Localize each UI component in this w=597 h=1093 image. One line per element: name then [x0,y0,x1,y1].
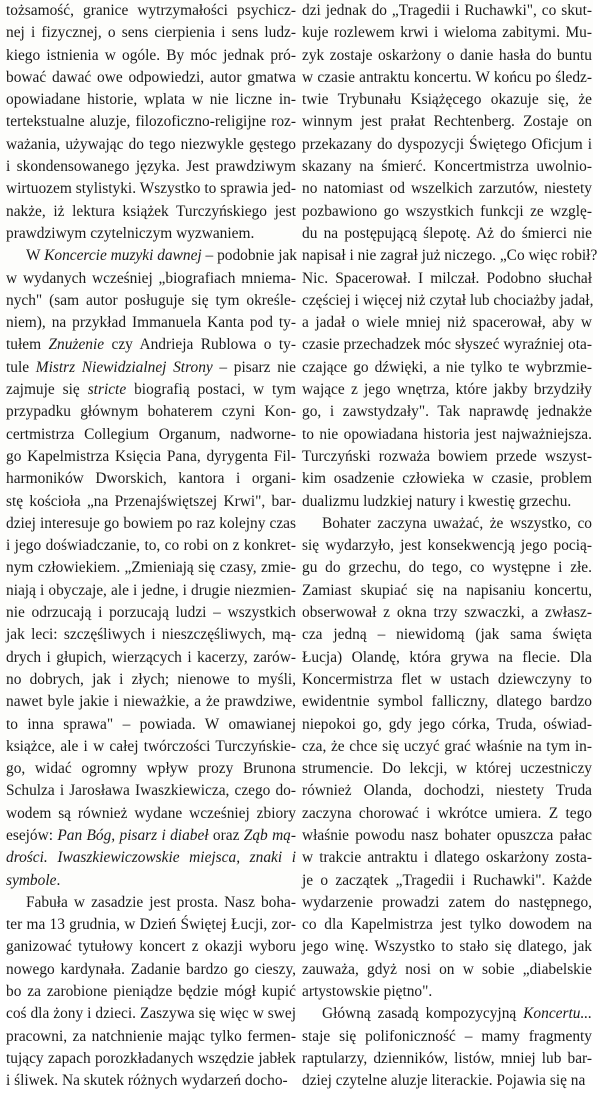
text-line: co dla Kapelmistrza jest tylko dowodem na [302,916,592,934]
text-line: w trakcie antraktu i dlatego oskarżony zosta- [302,849,592,867]
text-line: Fabuła w zasadzie jest prosta. Nasz boha- [26,893,296,911]
text-line: stę kościoła „na Przenajświętszej Krwi", bar- [6,492,296,510]
text-line: jak leci: szczęśliwych i nieszczęśliwych, mą- [6,626,296,644]
text-line: wydarzenie prowadzi zatem do następnego, [302,893,592,911]
text-line: coś dla żony i dzieci. Zaszywa się więc w swej [6,1005,296,1023]
text-line: dziej czytelne aluzje literackie. Pojawia się na [302,1072,586,1090]
paragraph [302,1003,592,1092]
text-line: twie Trybunału Książęcego okazuje się, że [302,91,592,109]
text-line: nakże, iż lektura książek Turczyńskiego jest [6,202,296,220]
text-line: raptularzy, dzienników, listów, mniej lub bar- [302,1049,592,1067]
text-line: właśnie powodu nasz bohater opuszcza pałac [302,826,592,844]
italic-title: Koncertu... [523,1005,592,1023]
text-line: przekazany do dyspozycji Świętego Oficjum i [302,135,592,153]
text-line: i skondensowanego języka. Jest prawdziwym [6,158,296,176]
italic-title: drości. Iwaszkiewiczowskie miejsca, znaki i [6,849,296,867]
text-line: tułem Znużenie czy Andrieja Rublowa o ty- [6,336,296,354]
text-line: Zamiast skupiać się na napisaniu koncertu, [302,581,592,599]
text-line: winnym jest prałat Rechtenberg. Zostaje on [302,113,592,131]
text-line: kuje rozlewem krwi i wieloma zabitymi. Mu- [302,24,592,42]
italic-title: Koncercie muzyki dawnej [44,247,202,265]
right-column [302,0,597,1090]
text-line: skazany na śmierć. Koncertmistrza uwolnio- [302,158,592,176]
paragraph [6,892,296,1093]
text-line: Bohater zaczyna uważać, że wszystko, co [322,514,592,532]
text-line: Główną zasadą kompozycyjną Koncertu... [322,1005,592,1023]
text-line: tule Mistrz Niewidzialnej Strony – pisarz nie [6,358,296,376]
text-line: jego winę. Wszystko to stało się dlatego, jak [302,938,592,956]
text-line: cza jedną – niewidomą (jak sama święta [302,626,592,644]
text-line: czające go dźwięki, a nie tylko te wybrzmie- [302,358,592,376]
text-line: przypadku głównym bohaterem czyni Kon- [6,403,296,421]
text-line: ganizować tytułowy koncert z okazji wyboru [6,938,296,956]
text-line: a jadał o wiele mniej niż spacerował, aby w [302,314,592,332]
text-line: cza, że chce się uczyć grać właśnie na tym in- [302,737,592,755]
text-line [6,847,296,869]
text-line: i jego doświadczanie, to, co robi on z konkret- [6,537,296,555]
text-line: drych i głupich, wierzących i kacerzy, zarów- [6,648,296,666]
text-line: artystowskie piętno". [302,983,433,1001]
text-line: zaczyna chorować i wkrótce umiera. Z tego [302,804,592,822]
italic-title: stricte [87,381,127,399]
text-line: niepokoi go, gdy jego córka, Truda, oświad- [302,715,592,733]
text-line: dziej interesuje go bowiem po raz kolejny czas [6,514,296,532]
text-line: wirtuozem stylistyki. Wszystko to sprawia jed- [6,180,296,198]
text-line: to nie opowiadana historia jest najważniejsza. [302,425,592,443]
text-line: esejów: Pan Bóg, pisarz i diabeł oraz Ząb mą- [6,826,296,844]
text-line: się wydarzyło, jest konsekwencją jego pocią- [302,537,592,555]
text-line: ważania, używając do tego niezwykle gęstego [6,135,296,153]
text-line: bować dawać owe odpowiedzi, autor gmatwa [6,68,296,86]
text-line: bo za zarobione pieniądze będzie mógł kupić [6,983,296,1001]
text-line: gu do grzechu, do tego, co występne i złe. [302,559,592,577]
text-line: W Koncercie muzyki dawnej – podobnie jak [26,247,298,265]
paragraph [302,513,592,1004]
text-line: tożsamość, granice wytrzymałości psychicz- [6,2,296,19]
text-line: nych" (sam autor posługuje się tym określe- [6,291,296,309]
text-line: nawet byle jakie i nieważkie, a że prawdziwe, [6,693,296,711]
paragraph [302,0,597,513]
text-line: ewidentnie symbol falliczny, dlatego bardzo [302,693,592,711]
text-line: pracowni, za natchnienie mając tylko fermen- [6,1027,296,1045]
text-line: obserwował z okna trzy szwaczki, a zwłasz- [302,604,592,622]
text-line: go, i zawstydzały". Tak naprawdę jednakże [302,403,592,421]
text-line: go, widać ogromny wpływ prozy Brunona [6,760,296,778]
text-line: wające z jego wnętrza, które jakby brzydziły [302,381,592,399]
text-line: również Olanda, dochodzi, niestety Truda [302,782,592,800]
text-line: certmistrza Collegium Organum, nadworne- [6,425,296,443]
text-line: go Kapelmistrza Księcia Pana, dyrygenta Fil- [6,447,296,465]
text-line: Turczyński rozważa bowiem przede wszyst- [302,447,592,465]
text-line: tujący zapach porozkładanych wszędzie jabłek [6,1049,296,1067]
text-line: to inna sprawa" – powiada. W omawianej [6,715,296,733]
text-line: wodem są również wydane wcześniej zbiory [6,804,296,822]
text-line: zauważa, gdyż nosi on w sobie „diabelskie [302,960,592,978]
text-line: nie odrzucają i porzucają ludzi – wszystkich [6,604,296,622]
text-line: pozbawiono go wszystkich funkcji ze wzglę- [302,202,592,220]
text-line: staje się polifoniczność – mamy fragmenty [302,1027,592,1045]
text-line: kim osadzenie człowieka w czasie, problem [302,470,592,488]
italic-title: Mistrz Niewidzialnej Strony [35,358,213,376]
text-line: czasie przechadzek móc słyszeć wyraźniej ota- [302,336,592,354]
text-line: zyk zostaje oskarżony o danie hasła do buntu [302,46,592,64]
text-line: książce, ale i w całej twórczości Turczyńskie- [6,737,296,755]
text-line: nej i fizycznej, o sens cierpienia i sens ludz- [6,24,296,42]
text-line: no dobrych, jak i złych; nienowe to myśli, [6,670,296,688]
text-line: w czasie antraktu koncertu. W końcu po śledz- [302,68,592,86]
text-line: Łucja) Olandę, która grywa na flecie. Dla [302,648,592,666]
text-line: harmoników Dworskich, kantora i organi- [6,470,296,488]
text-line: Schulza i Jarosława Iwaszkiewicza, czego do- [6,782,296,800]
text-line: tertekstualne aluzje, filozoficzno-religijne roz- [6,113,296,131]
text-line: i śliwek. Na skutek różnych wydarzeń docho- [6,1072,288,1090]
text-line: no natomiast od wszelkich zarzutów, niestety [302,180,592,198]
italic-title: symbole [6,871,57,889]
text-line: napisał i nie zagrał już niczego. „Co więc robił? [302,247,597,265]
text-line: zajmuje się stricte biografią postaci, w tym [6,381,296,399]
text-line: w wydanych wcześniej „biografiach mniema- [6,269,296,287]
text-line: symbole. [6,871,61,889]
text-line: niają i obyczaje, ale i jedne, i drugie niezmien- [6,581,296,599]
italic-title: Pan Bóg, pisarz i diabeł [57,826,209,844]
left-column [6,0,298,1090]
italic-title: Znużenie [48,336,105,354]
text-line: du na postępującą ślepotę. Aż do śmierci nie [302,224,592,242]
text-line: ter ma 13 grudnia, w Dzień Świętej Łucji, zor- [6,916,296,934]
paragraph [6,0,296,245]
paragraph [6,245,296,892]
text-line: częściej i więcej niż czytał lub chociażby jadał, [302,291,594,309]
text-line: je o zaczątek „Tragedii i Ruchawki". Każde [302,871,592,889]
text-line: Nic. Spacerował. I milczał. Podobno słuchał [302,269,592,287]
text-line: dualizmu ludzkiej natury i kwestię grzechu. [302,492,572,510]
text-line: nym człowiekiem. „Zmieniają się czasy, zmie- [6,559,296,577]
text-line: strumencie. Do lekcji, w której uczestniczy [302,760,592,778]
text-line: kiego istnienia w ogóle. By móc jednak pró- [6,46,296,64]
text-line: nowego kardynała. Zadanie bardzo go cieszy, [6,960,296,978]
text-line: niem), na przykład Immanuela Kanta pod ty- [6,314,296,332]
text-line: prawdziwym czytelniczym wyzwaniem. [6,224,255,242]
italic-title: Ząb mą- [243,826,296,844]
text-line: dzi jednak do „Tragedii i Ruchawki", co skut- [302,2,592,19]
text-line: opowiadane historie, wplata w nie liczne in- [6,91,296,109]
text-line: Koncermistrza flet w ustach dziewczyny to [302,670,592,688]
